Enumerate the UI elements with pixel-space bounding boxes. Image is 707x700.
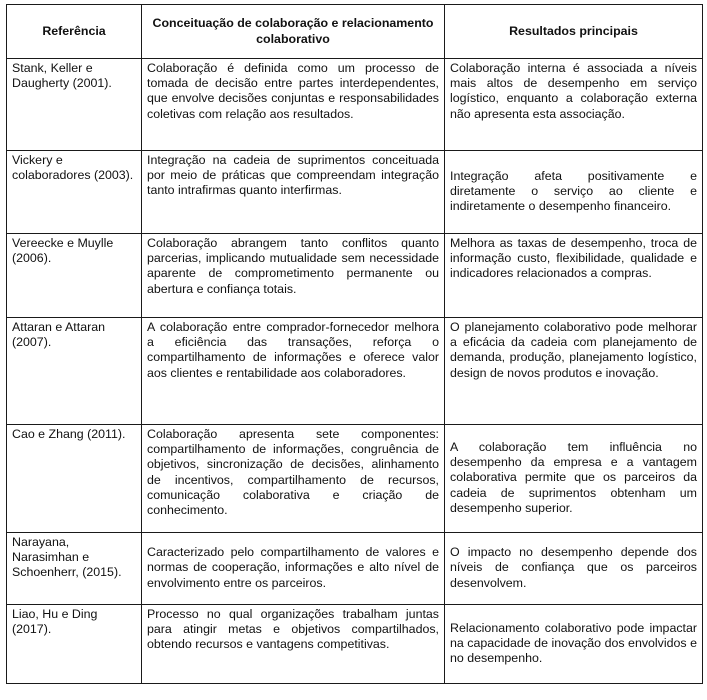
table-row <box>7 605 703 684</box>
cell-concept: Caracterizado pelo compartilhamento de valores e normas de cooperação, informações e alto nível de envolvimento entre os parceiros. <box>142 533 445 605</box>
header-reference: Referência <box>7 5 142 59</box>
cell-results: Relacionamento colaborativo pode impactar na capacidade de inovação dos envolvidos e no desempenho. <box>445 605 703 684</box>
table-header-row <box>7 5 703 59</box>
cell-reference: Attaran e Attaran (2007). <box>7 318 142 425</box>
cell-results: Melhora as taxas de desempenho, troca de informação custo, flexibilidade, qualidade e indicadores relacionados a compras. <box>445 234 703 318</box>
cell-concept: Colaboração abrangem tanto conflitos quanto parcerias, implicando mutualidade sem necessidade aparente de comprometimento permanente ou abertura e confiança totais. <box>142 234 445 318</box>
cell-results: O impacto no desempenho depende dos níveis de confiança que os parceiros desenvolvem. <box>445 533 703 605</box>
header-concept: Conceituação de colaboração e relacionamento colaborativo <box>142 5 445 59</box>
table-row <box>7 59 703 151</box>
table-row <box>7 234 703 318</box>
cell-reference: Vickery e colaboradores (2003). <box>7 151 142 234</box>
table-row <box>7 425 703 533</box>
table-row <box>7 318 703 425</box>
cell-results: A colaboração tem influência no desempenho da empresa e a vantagem colaborativa permite que os parceiros da cadeia de suprimentos obtenham um desempenho superior. <box>445 425 703 533</box>
cell-concept: Colaboração apresenta sete componentes: compartilhamento de informações, congruência de objetivos, sincronização de decisões, alinhamento de incentivos, compartilhamento de recursos, comunicação colaborativa e criação de conhecimento. <box>142 425 445 533</box>
cell-reference: Narayana, Narasimhan e Schoenherr, (2015). <box>7 533 142 605</box>
cell-reference: Cao e Zhang (2011). <box>7 425 142 533</box>
cell-reference: Stank, Keller e Daugherty (2001). <box>7 59 142 151</box>
cell-results: O planejamento colaborativo pode melhorar a eficácia da cadeia com planejamento de demanda, produção, planejamento logístico, design de novos produtos e inovação. <box>445 318 703 425</box>
cell-concept: A colaboração entre comprador-fornecedor melhora a eficiência das transações, reforça o compartilhamento de informações e oferece valor aos clientes e rentabilidade aos colaboradores. <box>142 318 445 425</box>
table-row <box>7 151 703 234</box>
cell-concept: Integração na cadeia de suprimentos conceituada por meio de práticas que compreendam integração tanto intrafirmas quanto interfirmas. <box>142 151 445 234</box>
table-row <box>7 533 703 605</box>
cell-concept: Processo no qual organizações trabalham juntas para atingir metas e objetivos compartilhados, obtendo recursos e vantagens competitivas. <box>142 605 445 684</box>
cell-concept: Colaboração é definida como um processo de tomada de decisão entre partes interdependentes, que envolve decisões conjuntas e responsabilidades coletivas com relação aos resultados. <box>142 59 445 151</box>
cell-reference: Liao, Hu e Ding (2017). <box>7 605 142 684</box>
header-results: Resultados principais <box>445 5 703 59</box>
cell-results: Colaboração interna é associada a níveis mais altos de desempenho em serviço logístico, enquanto a colaboração externa não apresenta esta associação. <box>445 59 703 151</box>
literature-table <box>6 4 703 684</box>
cell-reference: Vereecke e Muylle (2006). <box>7 234 142 318</box>
cell-results: Integração afeta positivamente e diretamente o serviço ao cliente e indiretamente o desempenho financeiro. <box>445 151 703 234</box>
